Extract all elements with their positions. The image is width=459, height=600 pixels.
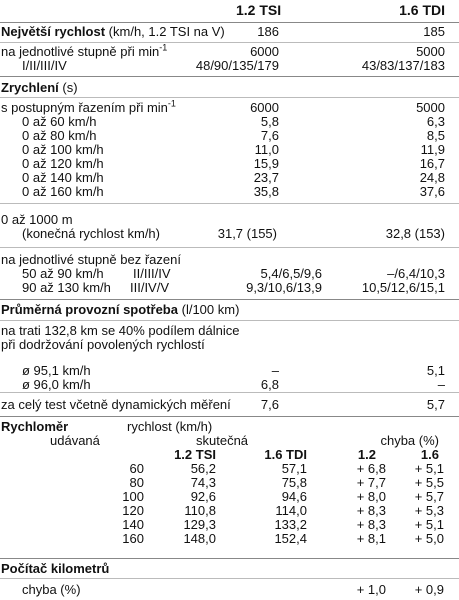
gear-rpm-tdi: 5000 [416,44,445,59]
consumption-row-label: ø 95,1 km/h [22,363,91,378]
accel-row-tsi: 23,7 [253,170,279,185]
accel-row [0,143,459,157]
accel-km-tdi: 32,8 (153) [385,226,445,241]
accel-row-tsi: 5,8 [260,114,279,129]
accel-rpm-tdi: 5000 [416,100,445,115]
odometer-err-tsi: + 1,0 [356,582,386,597]
accel-row-label: 0 až 140 km/h [22,170,104,185]
nogear-row-label: 90 až 130 km/h [22,280,111,295]
speedo-tdi: 133,2 [274,517,307,532]
gears-tdi: 43/83/137/183 [361,58,445,73]
consumption-section [0,303,459,317]
speedo-err-tdi: + 5,5 [414,475,444,490]
accel-row-tdi: 16,7 [419,156,445,171]
speedo-tsi: 148,0 [183,531,216,546]
nogear-row-gears: II/III/IV [133,266,171,281]
consumption-row [0,364,459,378]
max-speed-title: Největší rychlost [1,24,106,39]
speedometer-title: Rychloměr [1,419,69,434]
consumption-route-section [0,324,459,392]
consumption-line-1: na trati 132,8 km se 40% podílem dálnice [1,323,240,338]
speedo-err-tdi: + 5,0 [414,531,444,546]
odometer-title: Počítač kilometrů [1,561,110,576]
speedo-err-tsi: + 8,3 [356,517,386,532]
speedo-shown: 100 [122,489,144,504]
col-real-tdi: 1.6 TDI [264,447,307,462]
divider [0,42,459,43]
real-label: skutečná [196,433,249,448]
speedo-err-tdi: + 5,1 [414,461,444,476]
speedo-tsi: 74,3 [190,475,216,490]
speedo-err-tdi: + 5,7 [414,489,444,504]
section-rule [0,558,459,559]
accel-row-label: 0 až 120 km/h [22,156,104,171]
speedo-shown: 80 [129,475,144,490]
speedo-tsi: 92,6 [190,489,216,504]
speedo-tsi: 129,3 [183,517,216,532]
speedo-err-tsi: + 7,7 [356,475,386,490]
speedo-err-tsi: + 8,3 [356,503,386,518]
consumption-row [0,378,459,392]
speedo-err-tsi: + 8,0 [356,489,386,504]
max-speed-tsi: 186 [257,24,279,39]
speedo-shown: 120 [122,503,144,518]
accel-shift-section [0,98,459,199]
speedometer-row [0,518,459,532]
accel-row [0,185,459,199]
odometer-error-label: chyba (%) [22,582,81,597]
nogear-row-tsi: 9,3/10,6/13,9 [246,280,322,295]
consumption-total-tsi: 7,6 [260,397,279,412]
odometer-err-tdi: + 0,9 [414,582,444,597]
divider [0,320,459,321]
consumption-total-label: za celý test včetně dynamických měření [1,397,231,412]
consumption-row-tsi: – [271,363,279,378]
gear-rpm-tsi: 6000 [250,44,279,59]
speedo-tdi: 94,6 [281,489,307,504]
nogear-row-label: 50 až 90 km/h [22,266,104,281]
accel-row-tdi: 37,6 [419,184,445,199]
accel-title: Zrychlení [1,80,59,95]
consumption-line-2: při dodržování povolených rychlostí [1,337,205,352]
accel-km-section [0,213,459,241]
speedometer-row [0,504,459,518]
speedo-err-tsi: + 8,1 [356,531,386,546]
speedo-shown: 60 [129,461,144,476]
speedo-shown: 160 [122,531,144,546]
consumption-total-section [0,398,459,412]
error-label: chyba (%) [380,433,439,448]
divider [0,247,459,248]
nogear-row [0,267,459,281]
speedometer-section [0,420,459,546]
speedo-tdi: 75,8 [281,475,307,490]
divider [0,203,459,204]
odometer-section [0,562,459,576]
divider [0,392,459,393]
consumption-row-label: ø 96,0 km/h [22,377,91,392]
speedo-tsi: 110,8 [184,503,216,518]
max-speed-unit: (km/h, 1.2 TSI na V) [108,24,225,39]
accel-row-tsi: 7,6 [260,128,279,143]
gears-label: I/II/III/IV [22,58,67,73]
divider [0,578,459,579]
accel-row [0,115,459,129]
accel-row-label: 0 až 100 km/h [22,142,104,157]
nogear-row-tsi: 5,4/6,5/9,6 [260,266,322,281]
accel-row-tdi: 11,9 [420,142,445,157]
speedo-shown: 140 [122,517,144,532]
accel-rpm-tsi: 6000 [250,100,279,115]
superscript: -1 [159,42,168,53]
accel-nogear-section [0,253,459,295]
accel-row [0,157,459,171]
shown-label: udávaná [50,433,100,448]
accel-row-label: 0 až 160 km/h [22,184,104,199]
nogear-row-tdi: –/6,4/10,3 [387,266,445,281]
speedo-tsi: 56,2 [190,461,216,476]
nogear-row-gears: III/IV/V [130,280,170,295]
accel-row-tdi: 6,3 [426,114,445,129]
accel-row-label: 0 až 60 km/h [22,114,97,129]
consumption-row-tdi: – [437,377,445,392]
gears-tsi: 48/90/135/179 [195,58,279,73]
divider [0,97,459,98]
col-1-6-tdi: 1.6 TDI [399,2,445,18]
consumption-row-tdi: 5,1 [426,363,445,378]
accel-row-label: 0 až 80 km/h [22,128,97,143]
accel-unit: (s) [62,80,78,95]
col-err-tdi: 1.6 [420,447,439,462]
col-real-tsi: 1.2 TSI [174,447,216,462]
speedometer-row [0,462,459,476]
column-header [0,3,459,21]
accel-nogear-label: na jednotlivé stupně bez řazení [1,252,181,267]
col-1-2-tsi: 1.2 TSI [236,2,282,18]
speedo-err-tsi: + 6,8 [356,461,386,476]
speedo-tdi: 152,4 [274,531,307,546]
header-rule [0,22,459,23]
consumption-title: Průměrná provozní spotřeba [1,302,178,317]
accel-row [0,171,459,185]
section-rule [0,416,459,417]
section-rule [0,299,459,300]
section-rule [0,76,459,77]
nogear-row [0,281,459,295]
superscript: -1 [167,98,176,109]
accel-row-tdi: 8,5 [426,128,445,143]
accel-km-sub: (konečná rychlost km/h) [22,226,160,241]
accel-shift-label: s postupným řazením při min [1,100,168,115]
max-speed-tdi: 185 [423,24,445,39]
speed-unit-label: rychlost (km/h) [127,419,213,434]
speedometer-row [0,490,459,504]
odometer-error-section [0,583,459,597]
accel-km-tsi: 31,7 (155) [217,226,277,241]
nogear-row-tdi: 10,5/12,6/15,1 [361,280,445,295]
speedo-tdi: 57,1 [281,461,307,476]
consumption-total-tdi: 5,7 [426,397,445,412]
accel-row-tsi: 15,9 [253,156,279,171]
col-err-tsi: 1.2 [357,447,376,462]
acceleration-section [0,81,459,95]
accel-row-tdi: 24,8 [419,170,445,185]
speedometer-row [0,532,459,546]
speedo-err-tdi: + 5,3 [414,503,444,518]
accel-row-tsi: 35,8 [253,184,279,199]
accel-km-label: 0 až 1000 m [1,212,73,227]
speedometer-row [0,476,459,490]
speedo-tdi: 114,0 [275,503,307,518]
gear-speed-section [0,42,459,73]
consumption-row-tsi: 6,8 [260,377,279,392]
speedo-err-tdi: + 5,1 [414,517,444,532]
consumption-unit: (l/100 km) [181,302,240,317]
accel-row [0,129,459,143]
max-speed-section [0,25,459,39]
gear-speed-label: na jednotlivé stupně při min [1,44,160,59]
accel-row-tsi: 11,0 [254,142,279,157]
